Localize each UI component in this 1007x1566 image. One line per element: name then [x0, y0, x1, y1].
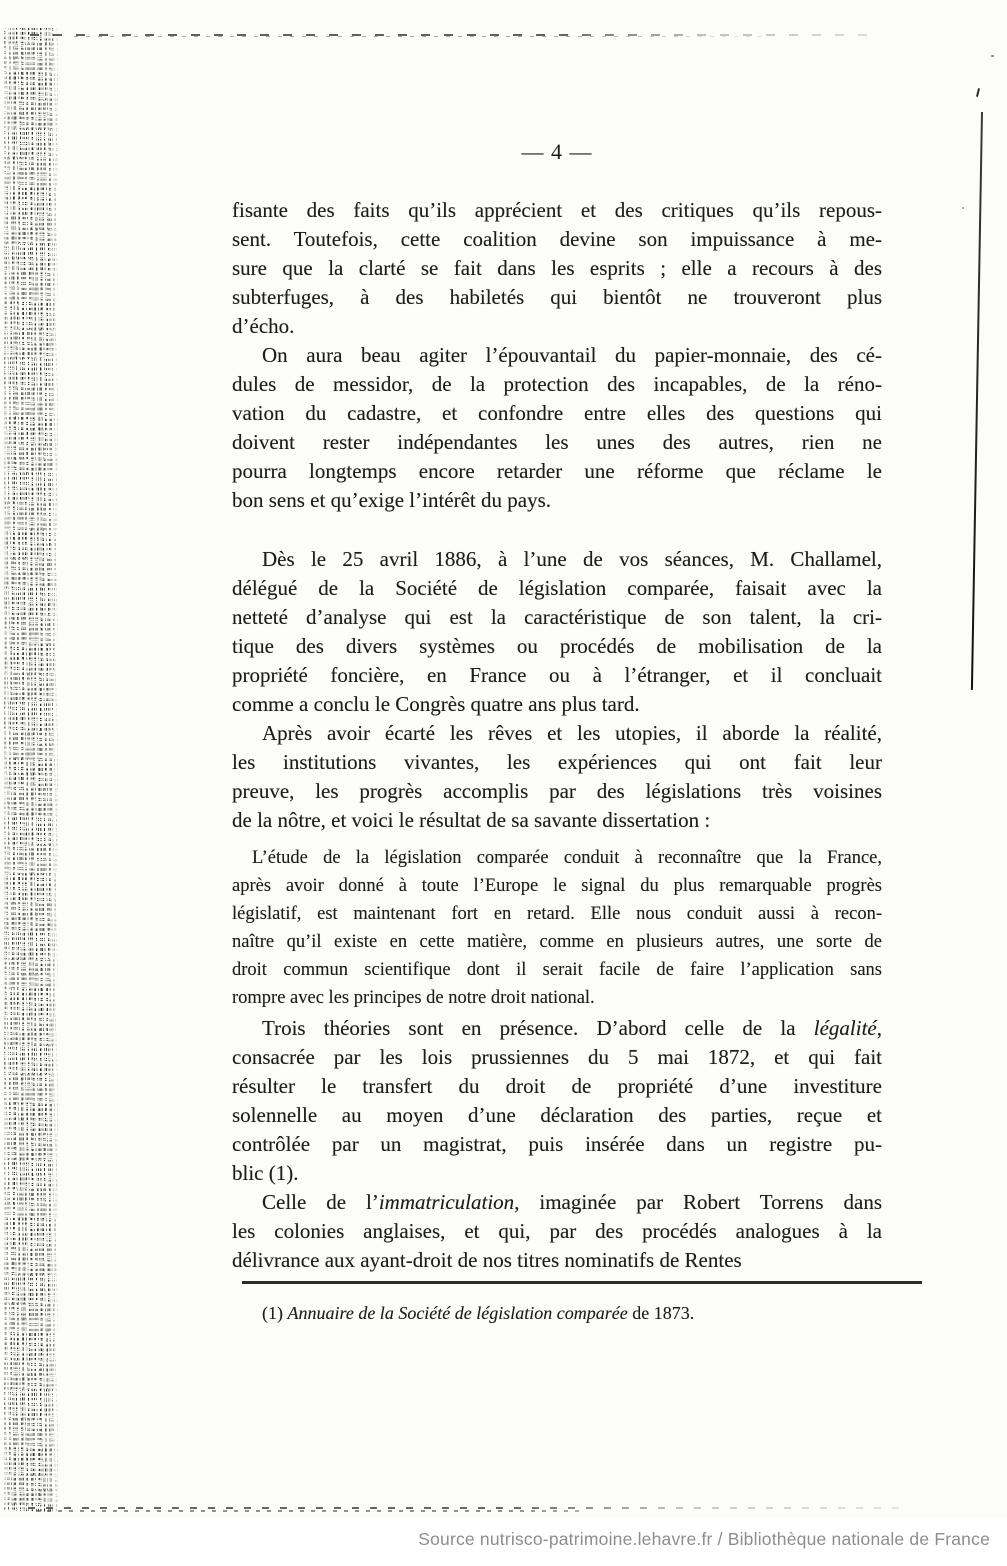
section-gap	[232, 515, 882, 545]
text-segment: d’écho.	[232, 314, 295, 338]
text-segment: législatif, est maintenant fort en retard. Elle nous conduit aussi à recon-	[232, 904, 882, 924]
text-line	[232, 1188, 882, 1217]
text-line	[232, 283, 882, 312]
scan-speck	[991, 55, 994, 57]
text-segment: subterfuges, à des habiletés qui bientôt ne trouveront plus	[232, 285, 882, 309]
text-segment: solennelle au moyen d’une déclaration des parties, reçue et	[232, 1103, 882, 1127]
paragraph-6	[232, 1188, 882, 1275]
source-credit: Source nutrisco-patrimoine.lehavre.fr / Bibliothèque nationale de France	[418, 1529, 990, 1549]
text-segment: Dès le 25 avril 1886, à l’une de vos séances, M. Challamel,	[262, 547, 882, 571]
text-line	[232, 719, 882, 748]
blockquote	[232, 844, 882, 1012]
text-segment: sure que la clarté se fait dans les esprits ; elle a recours à des	[232, 256, 882, 280]
scan-edge-top-line	[30, 33, 872, 39]
text-line	[232, 1043, 882, 1072]
footnote-rule	[242, 1281, 922, 1284]
text-line	[232, 545, 882, 574]
footnote	[232, 1301, 882, 1325]
text-line	[232, 196, 882, 225]
text-segment: délégué de la Société de législation comparée, faisait avec la	[232, 576, 882, 600]
footer-credit-bar	[0, 1518, 1007, 1566]
text-segment: pourra longtemps encore retarder une réforme que réclame le	[232, 459, 882, 483]
text-segment: contrôlée par un magistrat, puis insérée dans un registre pu-	[232, 1132, 882, 1156]
scan-binding-noise	[4, 28, 58, 1512]
text-line	[262, 1301, 882, 1325]
text-line	[232, 777, 882, 806]
text-segment: les institutions vivantes, les expériences qui ont fait leur	[232, 750, 882, 774]
page-number: — 4 —	[521, 139, 593, 164]
text-line	[232, 341, 882, 370]
text-segment: On aura beau agiter l’épouvantail du papier-monnaie, des cé-	[262, 343, 882, 367]
text-segment: Celle de l’	[262, 1190, 379, 1214]
text-line	[232, 399, 882, 428]
text-segment: dules de messidor, de la protection des incapables, de la réno-	[232, 372, 882, 396]
text-segment: vation du cadastre, et confondre entre elles des questions qui	[232, 401, 882, 425]
text-segment: (1)	[262, 1303, 288, 1323]
scan-speck	[962, 207, 964, 209]
text-segment: les colonies anglaises, et qui, par des procédés analogues à la	[232, 1219, 882, 1243]
text-segment: netteté d’analyse qui est la caractéristique de son talent, la cri-	[232, 605, 882, 629]
text-segment: après avoir donné à toute l’Europe le signal du plus remarquable progrès	[232, 876, 882, 896]
text-line	[232, 748, 882, 777]
text-line	[232, 984, 882, 1012]
text-line	[232, 225, 882, 254]
text-segment: tique des divers systèmes ou procédés de mobilisation de la	[232, 634, 882, 658]
text-column	[232, 196, 882, 1325]
italic-term: légalité	[813, 1016, 877, 1040]
text-segment: Trois théories sont en présence. D’abord celle de la	[262, 1016, 814, 1040]
text-line	[232, 900, 882, 928]
text-segment: délivrance aux ayant-droit de nos titres nominatifs de Rentes	[232, 1248, 742, 1272]
text-segment: rompre avec les principes de notre droit national.	[232, 988, 595, 1008]
paragraph-3	[232, 545, 882, 719]
text-segment: bon sens et qu’exige l’intérêt du pays.	[232, 488, 551, 512]
text-line	[232, 312, 882, 341]
text-segment: de 1873.	[627, 1303, 695, 1323]
text-line	[232, 1130, 882, 1159]
text-line	[232, 661, 882, 690]
text-line	[232, 872, 882, 900]
text-segment: doivent rester indépendantes les unes des autres, rien ne	[232, 430, 882, 454]
text-segment: blic (1).	[232, 1161, 299, 1185]
text-line	[232, 1014, 882, 1043]
text-segment: consacrée par les lois prussiennes du 5 mai 1872, et qui fait	[232, 1045, 882, 1069]
text-line	[232, 1072, 882, 1101]
scan-edge-bottom-line	[28, 1506, 908, 1513]
text-line	[232, 574, 882, 603]
text-segment: naître qu’il existe en cette matière, comme en plusieurs autres, une sorte de	[232, 932, 882, 952]
text-line	[232, 428, 882, 457]
text-segment: preuve, les progrès accomplis par des législations très voisines	[232, 779, 882, 803]
text-segment: fisante des faits qu’ils apprécient et des critiques qu’ils repous-	[232, 198, 882, 222]
italic-term: Annuaire de la Société de législation comparée	[287, 1303, 628, 1323]
text-segment: résulter le transfert du droit de propriété d’une investiture	[232, 1074, 882, 1098]
text-line	[232, 690, 882, 719]
text-segment: de la nôtre, et voici le résultat de sa savante dissertation :	[232, 808, 711, 832]
text-segment: Après avoir écarté les rêves et les utopies, il aborde la réalité,	[262, 721, 882, 745]
text-segment: sent. Toutefois, cette coalition devine son impuissance à me-	[232, 227, 882, 251]
paragraph-5	[232, 1014, 882, 1188]
text-segment: L’étude de la législation comparée conduit à reconnaître que la France,	[252, 848, 882, 868]
paragraph-continuation	[232, 196, 882, 341]
text-line	[232, 603, 882, 632]
italic-term: immatriculation	[378, 1190, 515, 1214]
scan-page-edge-line	[971, 112, 983, 690]
text-line	[232, 370, 882, 399]
section-gap	[232, 835, 882, 844]
text-segment: comme a conclu le Congrès quatre ans plus tard.	[232, 692, 640, 716]
text-line	[232, 632, 882, 661]
paragraph-2	[232, 341, 882, 515]
text-line	[232, 928, 882, 956]
text-line	[232, 806, 882, 835]
text-segment: droit commun scientifique dont il serait facile de faire l’application sans	[232, 960, 882, 980]
text-line	[232, 1246, 882, 1275]
text-segment: , imaginée par Robert Torrens dans	[514, 1190, 883, 1214]
scan-speck	[976, 88, 980, 97]
text-segment: propriété foncière, en France ou à l’étranger, et il concluait	[232, 663, 882, 687]
text-line	[232, 457, 882, 486]
text-line	[232, 844, 882, 872]
paragraph-4	[232, 719, 882, 835]
text-line	[232, 956, 882, 984]
text-line	[232, 254, 882, 283]
text-line	[232, 1159, 882, 1188]
text-line	[232, 486, 882, 515]
text-line	[232, 1101, 882, 1130]
text-line	[232, 1217, 882, 1246]
text-segment: ,	[876, 1016, 882, 1040]
